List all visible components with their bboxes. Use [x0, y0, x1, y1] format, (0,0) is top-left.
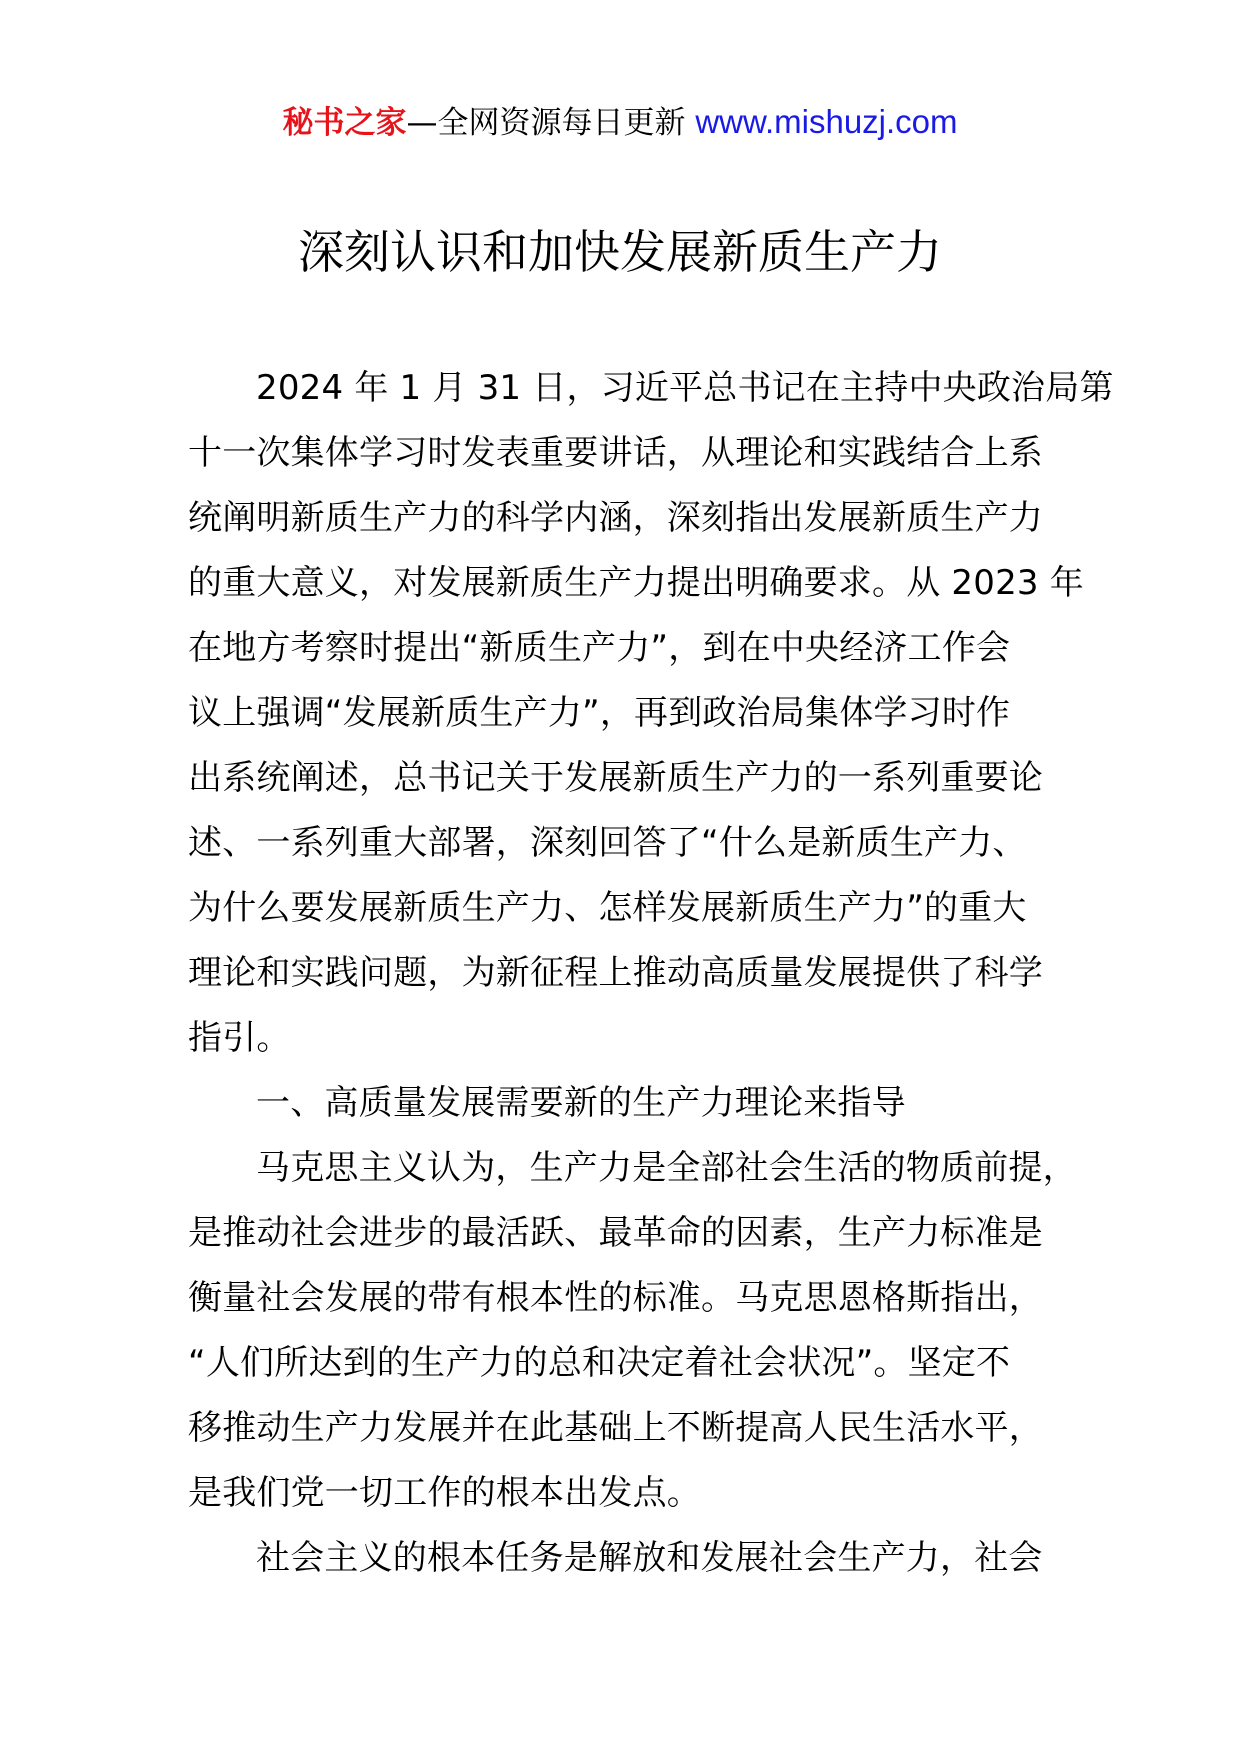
paragraph-line: 社会主义的根本任务是解放和发展社会生产力，社会	[256, 1538, 1043, 1578]
paragraph-line: 马克思主义认为，生产力是全部社会生活的物质前提，	[256, 1148, 1077, 1188]
paragraph-line: 为什么要发展新质生产力、怎样发展新质生产力”的重大	[188, 888, 1027, 928]
paragraph-line: 衡量社会发展的带有根本性的标准。马克思恩格斯指出，	[188, 1278, 1043, 1318]
paragraph-line: 2024 年 1 月 31 日，习近平总书记在主持中央政治局第	[256, 368, 1114, 408]
paragraph-line: 出系统阐述，总书记关于发展新质生产力的一系列重要论	[188, 758, 1043, 798]
paragraph-line: “人们所达到的生产力的总和决定着社会状况”。坚定不	[188, 1343, 1011, 1383]
site-url-link[interactable]: www.mishuzj.com	[695, 103, 958, 140]
paragraph-line: 述、一系列重大部署，深刻回答了“什么是新质生产力、	[188, 823, 1027, 863]
document-title: 深刻认识和加快发展新质生产力	[298, 225, 942, 279]
paragraph-line: 是我们党一切工作的根本出发点。	[188, 1473, 701, 1513]
paragraph-line: 移推动生产力发展并在此基础上不断提高人民生活水平，	[188, 1408, 1043, 1448]
site-slogan: —全网资源每日更新	[406, 105, 686, 141]
paragraph-line: 在地方考察时提出“新质生产力”，到在中央经济工作会	[188, 628, 1011, 668]
site-header	[0, 100, 1240, 145]
paragraph-line: 议上强调“发展新质生产力”，再到政治局集体学习时作	[188, 693, 1011, 733]
section-heading: 一、高质量发展需要新的生产力理论来指导	[256, 1083, 906, 1123]
paragraph-line: 十一次集体学习时发表重要讲话，从理论和实践结合上系	[188, 433, 1043, 473]
paragraph-line: 指引。	[188, 1018, 291, 1058]
paragraph-line: 理论和实践问题，为新征程上推动高质量发展提供了科学	[188, 953, 1043, 993]
paragraph-line: 统阐明新质生产力的科学内涵，深刻指出发展新质生产力	[188, 498, 1043, 538]
paragraph-line: 是推动社会进步的最活跃、最革命的因素，生产力标准是	[188, 1213, 1043, 1253]
paragraph-line: 的重大意义，对发展新质生产力提出明确要求。从 2023 年	[188, 563, 1084, 603]
site-brand: 秘书之家	[282, 105, 407, 141]
document-body	[188, 356, 1114, 1591]
